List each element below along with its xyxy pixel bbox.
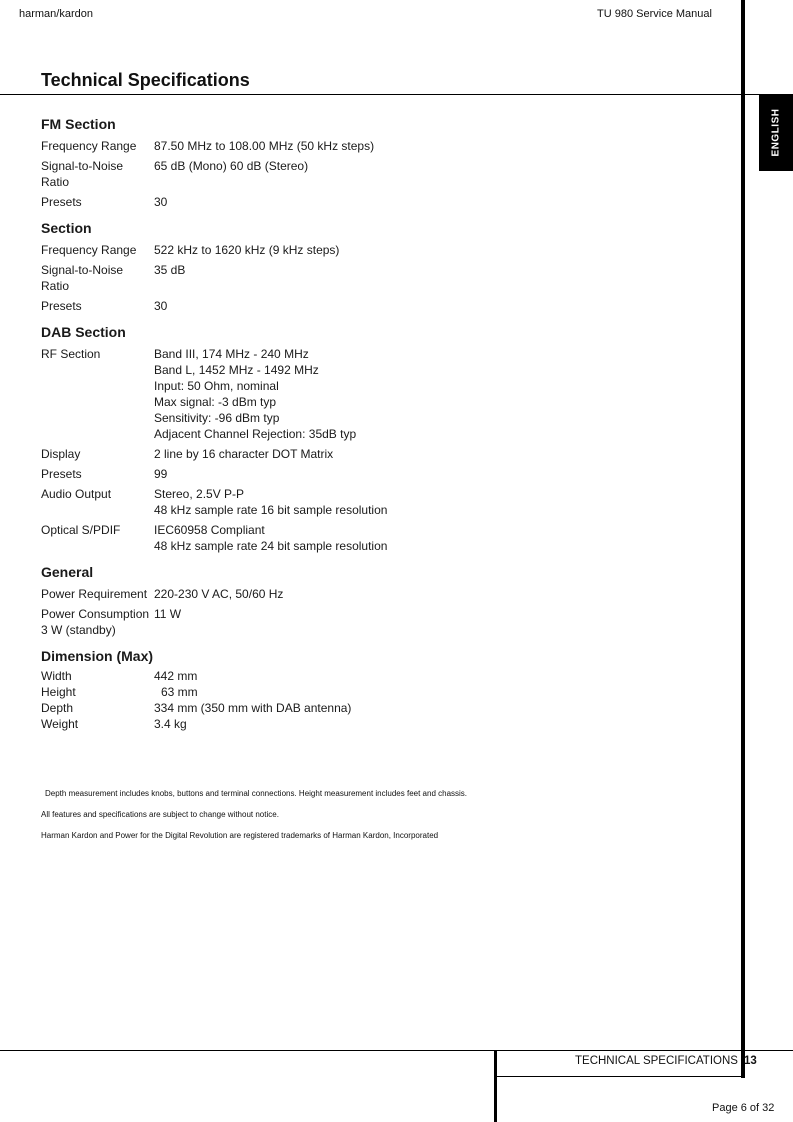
footer-rule — [0, 1050, 793, 1051]
spec-row — [41, 484, 601, 520]
section-heading-general: General — [41, 564, 94, 580]
spec-row — [41, 668, 601, 684]
spec-line: Input: 50 Ohm, nominal — [154, 379, 279, 393]
spec-line: 48 kHz sample rate 24 bit sample resolution — [154, 539, 388, 553]
footer-section-page: 13 — [743, 1055, 757, 1067]
spec-label: Width — [41, 669, 72, 683]
spec-row — [41, 192, 601, 212]
spec-row — [41, 156, 601, 192]
spec-value: 3.4 kg — [154, 717, 187, 731]
language-tab — [759, 94, 793, 171]
spec-label: Display — [41, 447, 81, 461]
spec-label: Presets — [41, 195, 82, 209]
spec-label: Signal-to-Noise Ratio — [41, 159, 124, 189]
footer-section-label: TECHNICAL SPECIFICATIONS — [575, 1055, 738, 1067]
spec-list — [41, 112, 601, 732]
spec-line: Max signal: -3 dBm typ — [154, 395, 277, 409]
right-margin-bar — [741, 0, 745, 1078]
footnote: Harman Kardon and Power for the Digital Revolution are registered trademarks of Harman Kardon, Incorporated — [41, 831, 439, 840]
spec-value: 99 — [154, 467, 168, 481]
spec-line: Adjacent Channel Rejection: 35dB typ — [154, 427, 357, 441]
spec-line: Band III, 174 MHz - 240 MHz — [154, 347, 309, 361]
spec-label-multiline — [41, 604, 154, 640]
footer-divider-bar — [494, 1050, 497, 1122]
page-indicator: Page 6 of 32 — [712, 1102, 775, 1114]
spec-row — [41, 260, 601, 296]
spec-value-multiline — [154, 520, 601, 556]
spec-label-line: 3 W (standby) — [41, 623, 116, 637]
spec-value: 65 dB (Mono) 60 dB (Stereo) — [154, 159, 309, 173]
spec-label: Height — [41, 685, 76, 699]
spec-value: 87.50 MHz to 108.00 MHz (50 kHz steps) — [154, 139, 375, 153]
footnote: Depth measurement includes knobs, buttons and terminal connections. Height measurement includes feet and chassis. — [45, 789, 468, 798]
spec-row — [41, 684, 601, 700]
spec-row — [41, 136, 601, 156]
spec-line: Band L, 1452 MHz - 1492 MHz — [154, 363, 319, 377]
spec-row — [41, 604, 601, 640]
spec-value: 30 — [154, 195, 168, 209]
spec-value: 334 mm (350 mm with DAB antenna) — [154, 701, 352, 715]
spec-row — [41, 464, 601, 484]
spec-label: Audio Output — [41, 487, 112, 501]
spec-label: Frequency Range — [41, 139, 137, 153]
section-heading-dab: DAB Section — [41, 324, 126, 340]
spec-row — [41, 716, 601, 732]
spec-row — [41, 584, 601, 604]
spec-row — [41, 344, 601, 444]
footnote: All features and specifications are subject to change without notice. — [41, 810, 279, 819]
spec-value-multiline — [154, 344, 601, 444]
spec-label: Presets — [41, 299, 82, 313]
spec-label: Weight — [41, 717, 79, 731]
spec-line: Stereo, 2.5V P-P — [154, 487, 245, 501]
header-manual-title: TU 980 Service Manual — [597, 8, 712, 20]
title-rule — [0, 94, 793, 95]
spec-row — [41, 520, 601, 556]
spec-label: Power Requirement — [41, 587, 148, 601]
footer-section-rule — [497, 1076, 745, 1077]
spec-value-multiline — [154, 484, 601, 520]
spec-row — [41, 444, 601, 464]
page-title: Technical Specifications — [41, 70, 250, 90]
spec-row — [41, 700, 601, 716]
spec-label: Signal-to-Noise Ratio — [41, 263, 124, 293]
spec-value: 11 W — [154, 607, 182, 621]
header-brand: harman/kardon — [19, 8, 93, 20]
spec-value: 63 mm — [161, 685, 198, 699]
spec-label: Frequency Range — [41, 243, 137, 257]
spec-value: 2 line by 16 character DOT Matrix — [154, 447, 334, 461]
spec-value: 522 kHz to 1620 kHz (9 kHz steps) — [154, 243, 340, 257]
spec-label: RF Section — [41, 347, 101, 361]
spec-line: 48 kHz sample rate 16 bit sample resolution — [154, 503, 388, 517]
footnotes — [41, 788, 467, 851]
section-heading-am: Section — [41, 220, 92, 236]
spec-value: 35 dB — [154, 263, 186, 277]
spec-line: IEC60958 Compliant — [154, 523, 265, 537]
section-heading-dimension: Dimension (Max) — [41, 648, 154, 664]
spec-value: 220-230 V AC, 50/60 Hz — [154, 587, 284, 601]
spec-row — [41, 240, 601, 260]
spec-label: Presets — [41, 467, 82, 481]
spec-value: 442 mm — [154, 669, 198, 683]
spec-label-line: Power Consumption — [41, 607, 150, 621]
section-heading-fm: FM Section — [41, 116, 116, 132]
spec-label: Optical S/PDIF — [41, 523, 121, 537]
spec-label: Depth — [41, 701, 74, 715]
footer-section — [575, 1055, 757, 1067]
spec-value: 30 — [154, 299, 168, 313]
language-tab-label: ENGLISH — [770, 108, 782, 157]
spec-row — [41, 296, 601, 316]
spec-line: Sensitivity: -96 dBm typ — [154, 411, 280, 425]
